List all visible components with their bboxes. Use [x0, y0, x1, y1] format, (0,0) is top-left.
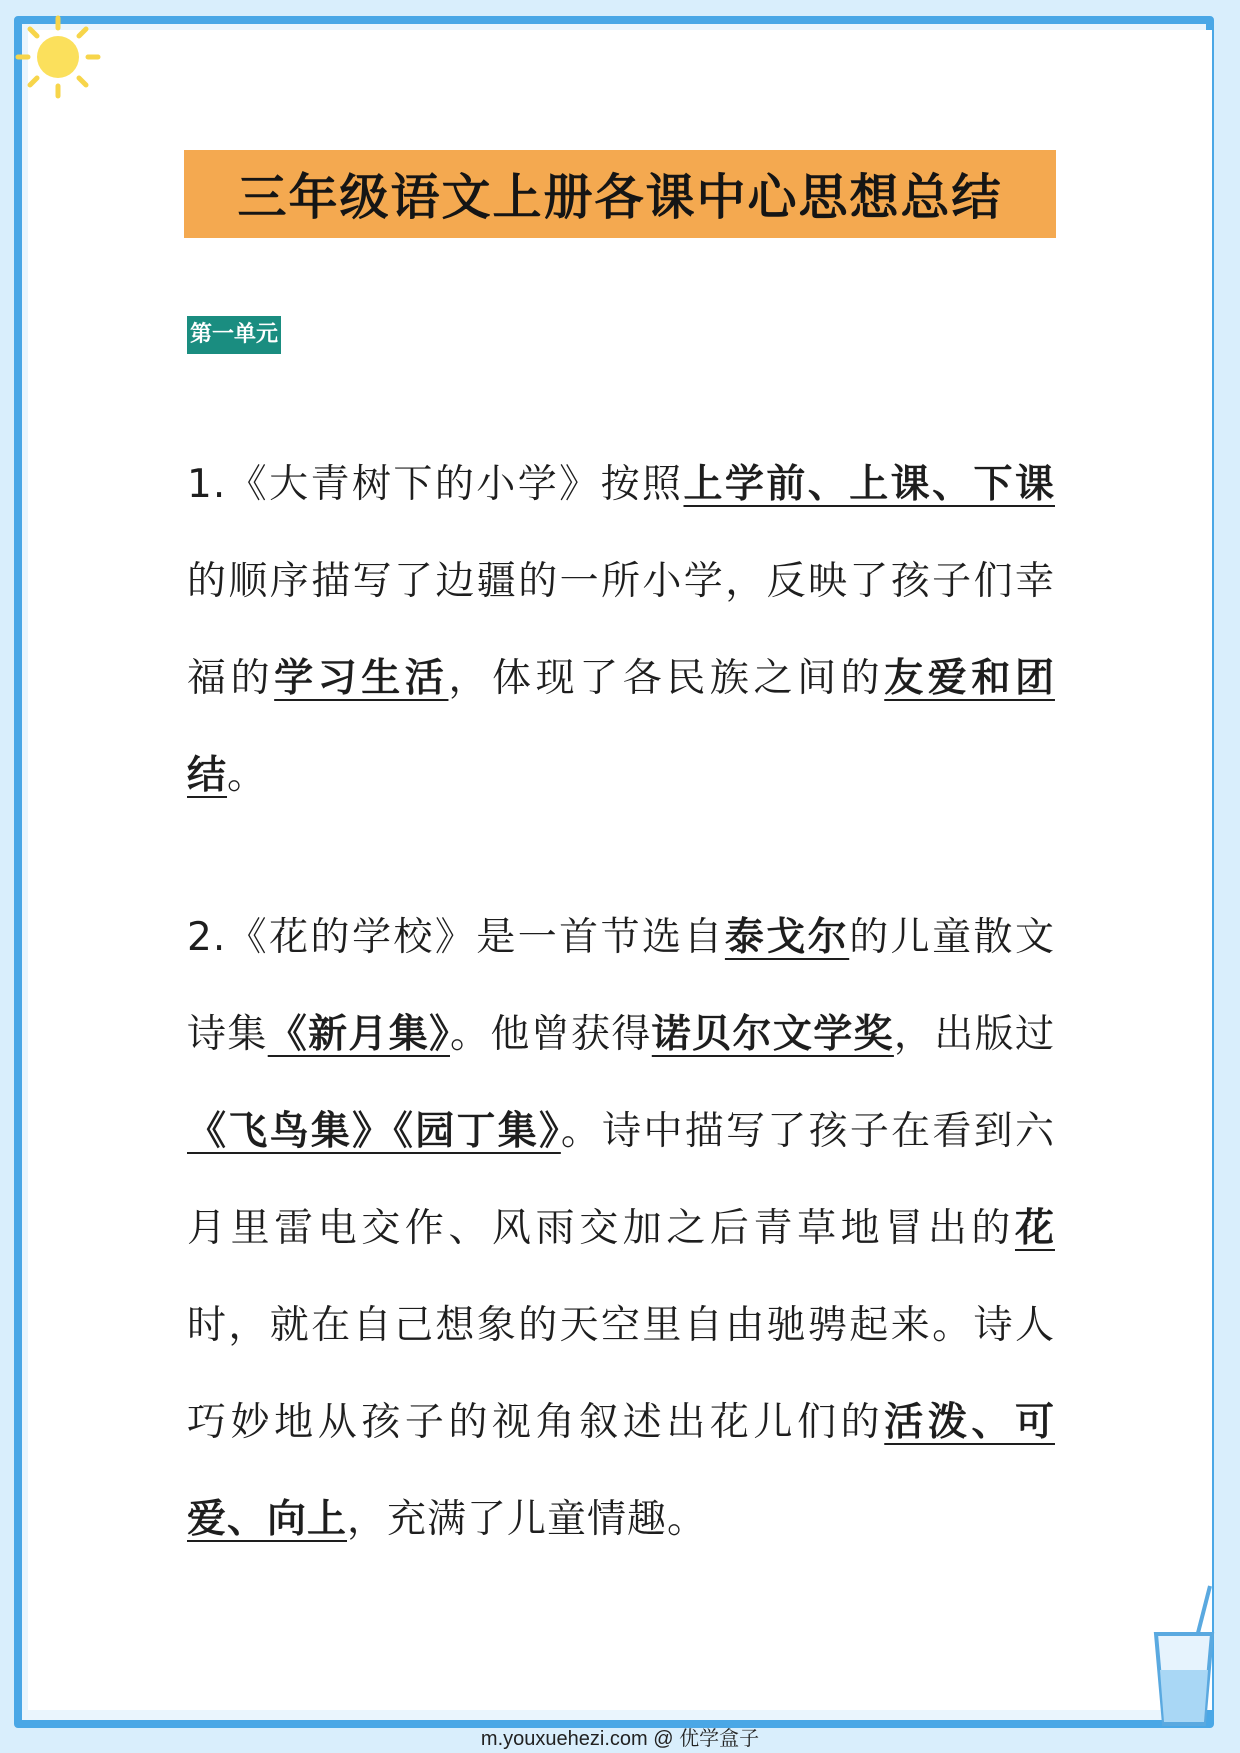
segment: ，出版过	[893, 1012, 1055, 1057]
segment: 。诗中描写了孩子在看到六月里雷电交作、风雨交加之后青草地冒出的	[187, 1109, 1055, 1251]
segment: 的顺序描写了边疆的一所小学，反映了孩子们幸福的	[187, 559, 1055, 701]
key-phrase: 《新月集》	[267, 1012, 450, 1057]
paragraph-1	[187, 436, 1055, 824]
key-phrase: 活泼、可爱、向上	[187, 1400, 1055, 1542]
key-phrase: 友爱和团结	[187, 656, 1055, 798]
key-phrase: 学习生活	[274, 656, 449, 701]
unit-label: 第一单元	[187, 316, 281, 354]
segment: ，体现了各民族之间的	[448, 656, 885, 701]
title-banner	[184, 150, 1056, 238]
segment: 时，就在自己想象的天空里自由驰骋起来。诗人巧妙地从孩子的视角叙述出花儿们的	[187, 1303, 1055, 1445]
segment: 。	[227, 753, 268, 798]
segment: 的儿童散文诗集	[187, 915, 1055, 1057]
key-phrase: 花	[1014, 1206, 1055, 1251]
sun-icon	[12, 12, 102, 102]
key-phrase: 诺贝尔文学奖	[651, 1012, 894, 1057]
key-phrase: 《飞鸟集》《园丁集》	[187, 1109, 561, 1154]
key-phrase: 上学前、上课、下课	[683, 462, 1055, 507]
key-phrase: 泰戈尔	[724, 915, 850, 960]
segment: 1.《大青树下的小学》按照	[187, 462, 684, 507]
cup-icon	[1148, 1582, 1220, 1732]
paragraph-2	[187, 889, 1055, 1568]
footer-link[interactable]: m.youxuehezi.com @ 优学盒子	[480, 1728, 760, 1750]
segment: 2.《花的学校》是一首节选自	[187, 915, 725, 960]
segment: ，充满了儿童情趣。	[347, 1497, 708, 1542]
page-title: 三年级语文上册各课中心思想总结	[237, 169, 1003, 226]
segment: 。他曾获得	[450, 1012, 652, 1057]
